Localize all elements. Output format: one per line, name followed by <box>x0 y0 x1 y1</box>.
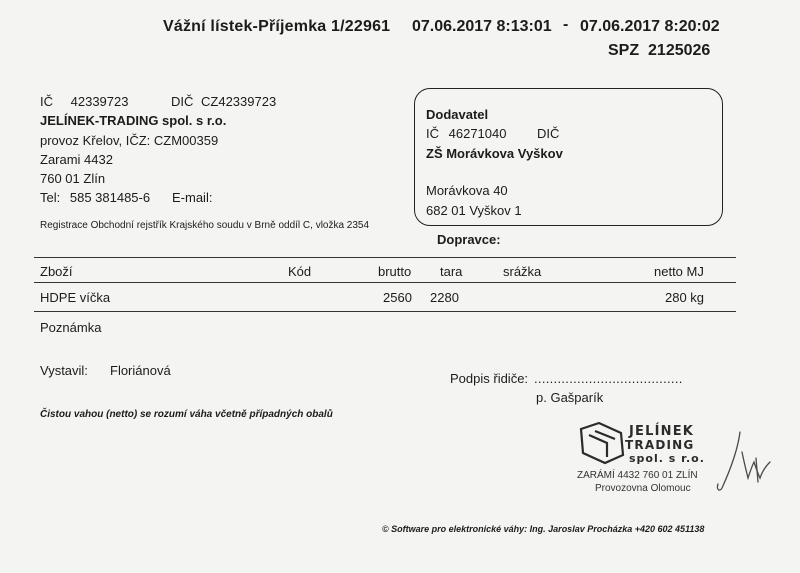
company-tel-value: 585 381485-6 <box>69 190 151 205</box>
handwritten-signature <box>712 428 782 496</box>
stamp-emblem-icon <box>581 423 623 463</box>
company-stamp <box>577 419 717 509</box>
supplier-city: 682 01 Vyškov 1 <box>426 203 522 218</box>
company-ic-label: IČ <box>40 94 53 109</box>
supplier-ic-line <box>426 126 506 141</box>
supplier-street: Morávkova 40 <box>426 183 508 198</box>
stamp-address: ZARÁMÍ 4432 760 01 ZLÍN <box>577 470 698 481</box>
row-tare: 2280 <box>430 290 459 305</box>
table-bottom-rule <box>34 311 736 312</box>
stamp-line1: JELÍNEK <box>629 424 695 439</box>
company-ic-value: 42339723 <box>70 94 129 109</box>
footer-credit: © Software pro elektronické váhy: Ing. Jaroslav Procházka +420 602 451138 <box>382 524 705 534</box>
col-header-code: Kód <box>288 264 312 279</box>
driver-name: p. Gašparík <box>536 390 604 405</box>
company-dic-line <box>171 94 276 109</box>
col-header-item: Zboží <box>40 264 73 279</box>
note-label: Poznámka <box>40 320 102 335</box>
stamp-branch: Provozovna Olomouc <box>595 483 691 494</box>
company-city: 760 01 Zlín <box>40 171 106 186</box>
company-provoz: provoz Křelov, IČZ: CZM00359 <box>40 133 219 148</box>
document-title: Vážní lístek-Příjemka 1/22961 <box>163 18 391 35</box>
stamp-line2: TRADING <box>625 438 695 452</box>
issued-name: Floriánová <box>110 363 171 378</box>
issued-label: Vystavil: <box>40 363 88 378</box>
spz-value: 2125026 <box>648 42 711 59</box>
col-header-net: netto MJ <box>654 264 704 279</box>
spz-label: SPZ <box>608 42 640 59</box>
company-email-label: E-mail: <box>172 190 213 205</box>
driver-signature-line: ...................................... <box>534 371 683 386</box>
supplier-dic-label: DIČ <box>537 126 560 141</box>
license-plate <box>608 42 710 60</box>
supplier-name: ZŠ Morávkova Vyškov <box>426 146 563 161</box>
row-item: HDPE víčka <box>40 290 111 305</box>
supplier-ic-label: IČ <box>426 126 439 141</box>
supplier-ic-value: 46271040 <box>448 126 507 141</box>
end-timestamp: 07.06.2017 8:20:02 <box>580 18 720 35</box>
supplier-heading: Dodavatel <box>426 107 489 122</box>
stamp-line3: spol. s r.o. <box>629 452 705 465</box>
start-timestamp: 07.06.2017 8:13:01 <box>412 18 552 35</box>
company-tel-line <box>40 190 150 205</box>
netto-disclaimer: Čistou vahou (netto) se rozumí váha včetně případných obalů <box>40 409 333 420</box>
company-street: Zarami 4432 <box>40 152 113 167</box>
company-registration: Registrace Obchodní rejstřík Krajského soudu v Brně oddíl C, vložka 2354 <box>40 220 370 231</box>
table-top-rule <box>34 257 736 258</box>
driver-signature-label: Podpis řidiče: <box>450 371 529 386</box>
time-separator: - <box>563 16 569 33</box>
row-gross: 2560 <box>383 290 412 305</box>
row-net: 280 kg <box>665 290 705 305</box>
company-dic-value: CZ42339723 <box>201 94 277 109</box>
company-dic-label: DIČ <box>171 94 194 109</box>
col-header-deduction: srážka <box>503 264 542 279</box>
table-header-rule <box>34 282 736 283</box>
carrier-label: Dopravce: <box>437 232 501 247</box>
col-header-gross: brutto <box>378 264 412 279</box>
col-header-tare: tara <box>440 264 463 279</box>
company-ic-line <box>40 94 128 109</box>
company-name: JELÍNEK-TRADING spol. s r.o. <box>40 113 227 128</box>
company-tel-label: Tel: <box>40 190 61 205</box>
